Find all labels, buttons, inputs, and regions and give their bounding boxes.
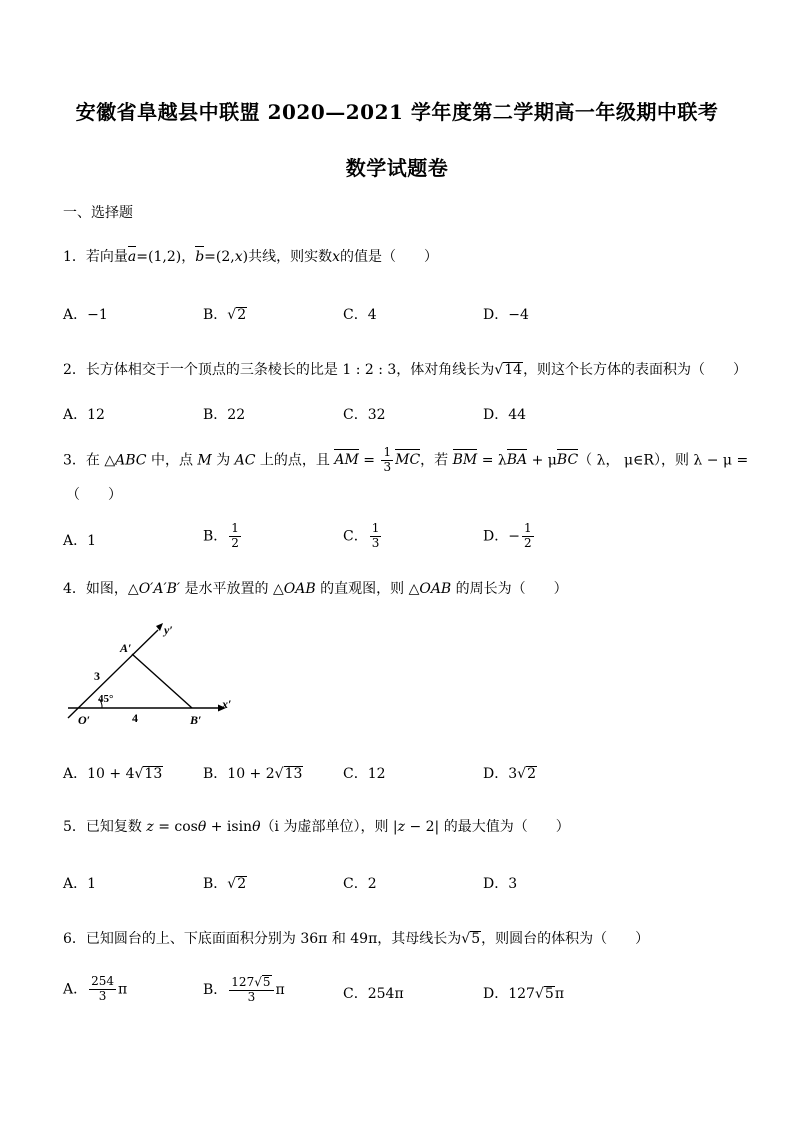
frac-num: 1 <box>383 445 392 459</box>
option-value: −1 <box>87 307 108 323</box>
q3-option-c <box>343 522 383 551</box>
q2-text: ，则这个长方体的表面积为（ ） <box>523 362 748 378</box>
q4-text: 的直观图，则 △ <box>315 581 420 597</box>
var-x: x <box>332 249 341 265</box>
q6-root: 5 <box>471 931 481 947</box>
option-sign: − <box>508 528 520 545</box>
q2-option-a <box>63 404 105 424</box>
q5-option-c <box>343 873 377 893</box>
frac-den: 3 <box>383 459 392 474</box>
vector-bc: BC <box>556 452 579 469</box>
frac-den: 3 <box>98 988 107 1003</box>
q5-text: 5．已知复数 <box>63 819 147 835</box>
option-label: B． <box>203 407 228 423</box>
q1-option-b <box>203 304 247 324</box>
option-label: D． <box>483 407 509 423</box>
q2-option-b <box>203 404 245 424</box>
frac-num: 1 <box>371 521 380 535</box>
option-value: 2 <box>237 876 247 892</box>
fraction <box>522 522 534 551</box>
sqrt-icon: √5 <box>254 975 271 989</box>
option-label: D． <box>483 986 509 1002</box>
option-value: −4 <box>508 307 529 323</box>
option-label: D． <box>483 766 509 782</box>
q5-var: z <box>397 819 406 835</box>
sqrt-icon: √13 <box>134 766 163 782</box>
num-prefix: 127 <box>231 975 255 989</box>
option-suffix: π <box>554 986 565 1002</box>
question-6 <box>63 928 649 948</box>
q6-text: 6．已知圆台的上、下底面面积分别为 36π 和 49π，其母线长为 <box>63 931 462 947</box>
q3-option-d <box>483 522 536 551</box>
option-value: 32 <box>367 407 386 423</box>
sqrt-icon: √13 <box>274 766 303 782</box>
q5-var: z <box>146 819 154 835</box>
q1-option-d <box>483 304 529 324</box>
option-label: C． <box>343 407 368 423</box>
option-label: D． <box>483 307 509 323</box>
option-label: A． <box>63 876 88 892</box>
q3-var: ABC <box>115 452 147 469</box>
q4-option-d <box>483 763 537 783</box>
option-label: A． <box>63 307 88 323</box>
q1-text: )共线，则实数 <box>242 249 333 265</box>
q3-text: 3．在 △ <box>63 452 116 469</box>
q4-var: OAB <box>283 581 316 597</box>
sqrt-icon: √2 <box>227 307 247 323</box>
option-label: D． <box>483 528 509 545</box>
option-value: 2 <box>367 876 377 892</box>
option-value: 22 <box>227 407 246 423</box>
option-label: C． <box>343 986 368 1002</box>
q4-option-b <box>203 763 303 783</box>
q4-var: O′A′B′ <box>138 581 181 597</box>
option-label: D． <box>483 876 509 892</box>
q6-text: ，则圆台的体积为（ ） <box>481 931 650 947</box>
option-label: B． <box>203 528 228 545</box>
point-o-label: O′ <box>78 713 91 724</box>
question-3 <box>63 446 748 475</box>
q3-option-a <box>63 530 96 550</box>
option-root: 5 <box>544 986 554 1002</box>
option-value: 12 <box>367 766 386 782</box>
q5-text: = cos <box>153 819 198 835</box>
vector-mc: MC <box>395 452 421 469</box>
q5-option-a <box>63 873 96 893</box>
option-value: 4 <box>367 307 377 323</box>
question-2 <box>63 359 747 379</box>
q6-option-d <box>483 983 564 1003</box>
option-root: 13 <box>284 766 303 782</box>
option-prefix: 127 <box>508 986 535 1002</box>
q3-text: ，若 <box>420 452 453 469</box>
frac-num: 1 <box>231 521 239 535</box>
option-label: B． <box>203 766 228 782</box>
option-value: 12 <box>87 407 105 423</box>
option-root: 2 <box>527 766 536 782</box>
frac-num: 1 <box>523 521 532 535</box>
fraction <box>89 975 116 1004</box>
option-value: 254π <box>367 986 404 1002</box>
option-label: B． <box>203 981 228 998</box>
q6-option-a <box>63 975 127 1004</box>
option-label: C． <box>343 528 368 545</box>
question-4 <box>63 578 568 598</box>
q5-option-d <box>483 873 517 893</box>
x-axis-label: x′ <box>222 697 232 711</box>
frac-den: 3 <box>247 989 256 1004</box>
option-label: B． <box>203 307 228 323</box>
fraction <box>229 975 273 1005</box>
q3-text: = <box>358 452 380 469</box>
option-prefix: 10 + 2 <box>227 766 275 782</box>
q2-text: 2．长方体相交于一个顶点的三条棱长的比是 1 : 2 : 3，体对角线长为 <box>63 362 495 378</box>
q3-text: （ λ， μ∈R），则 λ − μ = <box>578 452 749 469</box>
option-value: 44 <box>508 407 527 423</box>
fraction <box>381 446 393 475</box>
sqrt-icon: √5 <box>461 931 481 947</box>
option-label: C． <box>343 766 368 782</box>
oblique-triangle-figure <box>60 620 240 724</box>
sqrt-icon: √14 <box>494 362 523 378</box>
q4-text: 4．如图，△ <box>63 581 139 597</box>
frac-num <box>229 975 273 991</box>
q3-text: 为 <box>211 452 235 469</box>
y-axis-arrow-icon <box>156 623 163 631</box>
q4-text: 的周长为（ ） <box>451 581 568 597</box>
num-root: 5 <box>262 975 271 989</box>
q2-root: 14 <box>504 362 523 378</box>
q5-text: + isin <box>206 819 253 835</box>
q5-option-b <box>203 873 247 893</box>
option-prefix: 10 + 4 <box>87 766 135 782</box>
q3-option-b <box>203 522 243 551</box>
q4-option-a <box>63 763 163 783</box>
option-label: C． <box>343 307 368 323</box>
frac-num: 254 <box>91 974 115 988</box>
option-prefix: 3 <box>508 766 518 782</box>
option-suffix: π <box>118 981 128 998</box>
q3-text: = λ <box>477 452 507 469</box>
option-label: A． <box>63 766 88 782</box>
q3-blank: （ ） <box>66 487 122 503</box>
q5-var: θ <box>197 819 207 835</box>
fraction <box>370 522 382 551</box>
q5-var: θ <box>252 819 261 835</box>
sqrt-icon: √5 <box>534 986 554 1002</box>
question-1 <box>63 246 438 266</box>
fraction <box>229 522 241 551</box>
q6-option-c <box>343 983 404 1003</box>
option-label: A． <box>63 407 88 423</box>
frac-den: 2 <box>523 535 532 550</box>
option-label: B． <box>203 876 228 892</box>
option-suffix: π <box>275 981 285 998</box>
q1-text: 1．若向量 <box>63 249 128 265</box>
option-label: A． <box>63 981 88 998</box>
vector-a: a <box>127 249 137 265</box>
q3-var: AC <box>234 452 256 469</box>
q4-text: 是水平放置的 △ <box>180 581 284 597</box>
q1-option-a <box>63 304 108 324</box>
sqrt-icon: √2 <box>227 876 247 892</box>
vector-bm: BM <box>452 452 478 469</box>
section-heading: 一、选择题 <box>63 205 133 221</box>
vector-ba: BA <box>506 452 528 469</box>
q5-text: （i 为虚部单位），则 | <box>260 819 398 835</box>
q2-option-c <box>343 404 386 424</box>
option-value: 1 <box>87 876 97 892</box>
vector-am: AM <box>334 452 359 469</box>
q5-text: − 2| 的最大值为（ ） <box>405 819 570 835</box>
point-b-label: B′ <box>190 713 202 724</box>
length-ob-label: 4 <box>132 711 138 724</box>
y-axis-label: y′ <box>164 623 173 637</box>
option-value: 2 <box>237 307 247 323</box>
segment-ab <box>132 654 192 708</box>
option-value: 1 <box>87 533 97 549</box>
question-5 <box>63 816 570 836</box>
q1-text: =(1,2)， <box>136 249 196 265</box>
q2-option-d <box>483 404 526 424</box>
q6-option-b <box>203 975 285 1005</box>
option-value: 3 <box>508 876 518 892</box>
sqrt-icon: √2 <box>517 766 536 782</box>
vector-b: b <box>195 249 205 265</box>
q4-var: OAB <box>419 581 452 597</box>
var-x: x <box>234 249 243 265</box>
q4-option-c <box>343 763 386 783</box>
frac-den: 2 <box>231 535 239 550</box>
q3-text: + μ <box>527 452 557 469</box>
q3-text: 上的点，且 <box>255 452 335 469</box>
q1-text: =(2, <box>204 249 235 265</box>
option-label: C． <box>343 876 368 892</box>
q1-text: 的值是（ ） <box>340 249 439 265</box>
q3-var: M <box>197 452 212 469</box>
option-root: 13 <box>144 766 163 782</box>
length-oa-label: 3 <box>94 669 100 683</box>
exam-subtitle: 数学试题卷 <box>345 156 449 180</box>
angle-label: 45° <box>98 693 114 705</box>
exam-title: 安徽省阜越县中联盟 2020—2021 学年度第二学期高一年级期中联考 <box>75 100 719 124</box>
frac-den: 3 <box>371 535 380 550</box>
q1-option-c <box>343 304 377 324</box>
point-a-label: A′ <box>120 641 132 655</box>
option-label: A． <box>63 533 88 549</box>
q3-text: 中，点 <box>146 452 198 469</box>
